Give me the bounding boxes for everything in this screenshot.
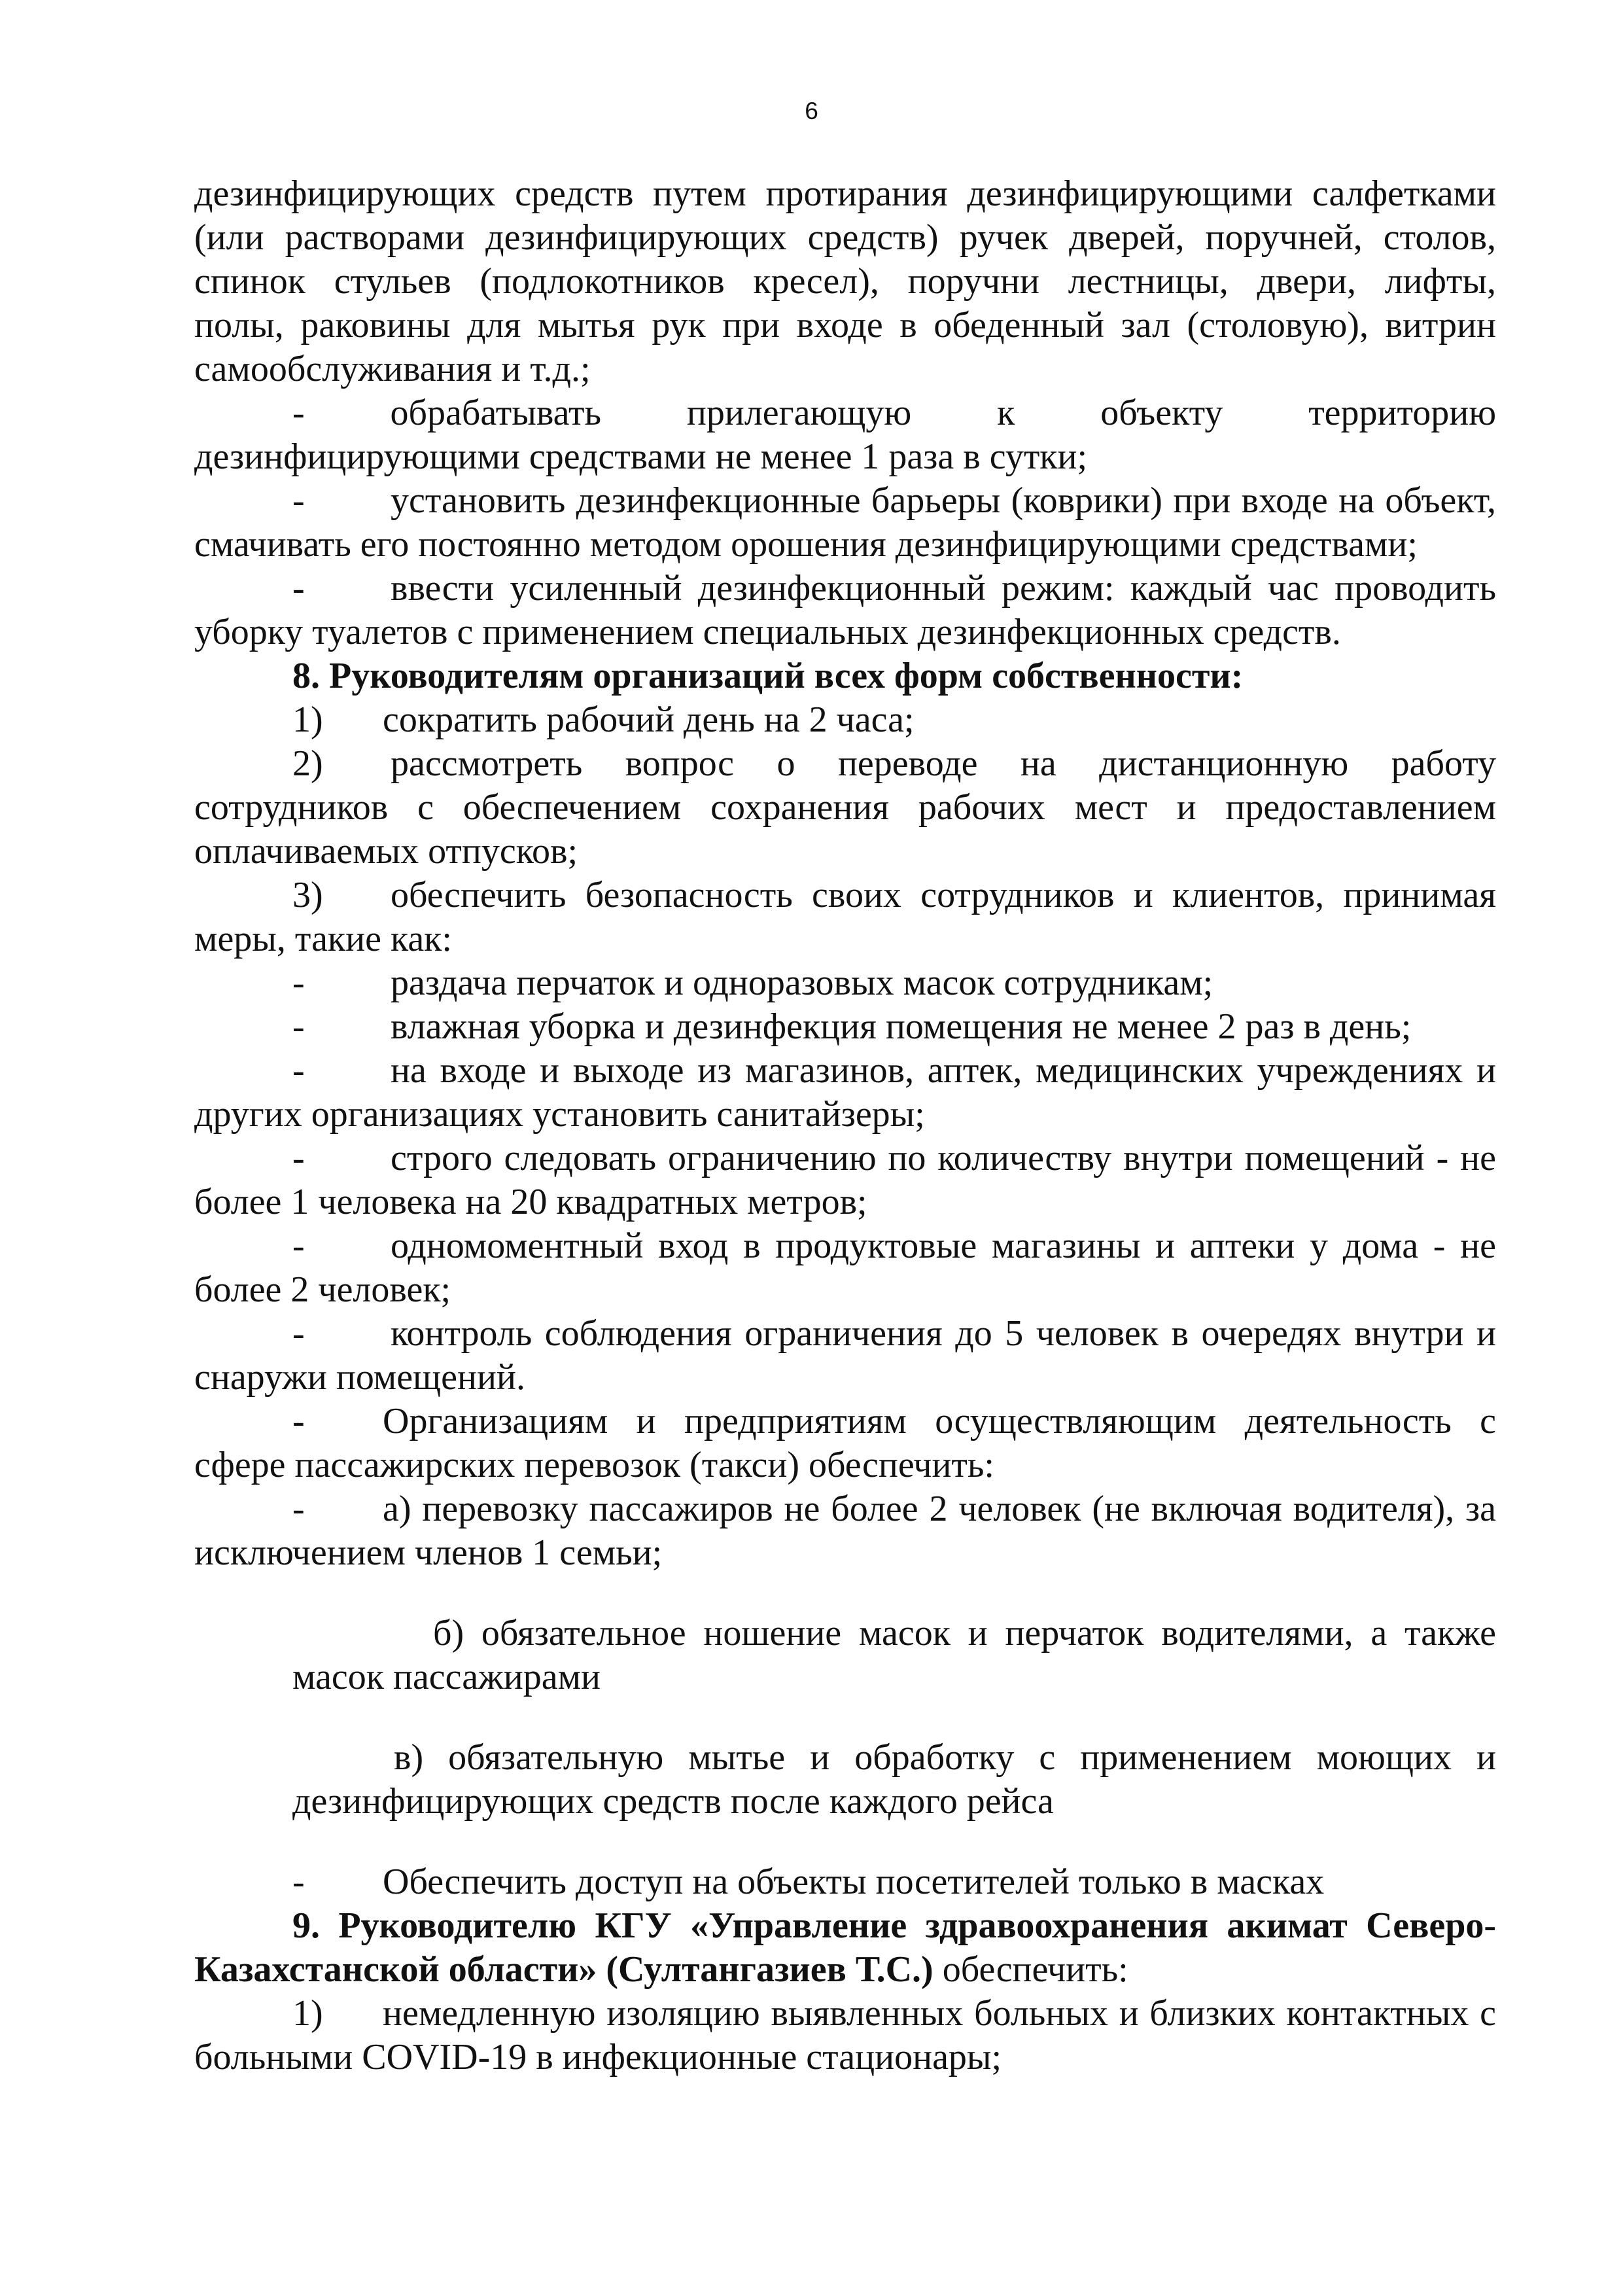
bullet-regime <box>194 567 1496 654</box>
dash-marker: - <box>292 1006 305 1047</box>
word: территорию <box>1308 393 1497 433</box>
bullet-text: установить дезинфекционные барьеры (коврики) при входе на объект, смачивать его постоянно методом орошения дезинфицирующими средствами; <box>194 480 1496 565</box>
item-text: немедленную изоляцию выявленных больных и близких контактных с больными COVID-19 в инфекционные стационары; <box>194 1993 1496 2077</box>
dash-marker: - <box>292 1138 305 1178</box>
section-8-item <box>194 874 1496 961</box>
masks-text: Обеспечить доступ на объекты посетителей только в масках <box>383 1862 1325 1902</box>
dash-marker: - <box>292 568 305 609</box>
section-8-heading: 8. Руководителям организаций всех форм собственности: <box>292 656 1244 696</box>
word: обрабатывать <box>390 393 601 433</box>
section-9-heading-tail: обеспечить: <box>933 1949 1128 1990</box>
item-text: сократить рабочий день на 2 часа; <box>383 699 915 740</box>
dash-marker: - <box>292 1050 305 1091</box>
item-number: 1) <box>292 1993 323 2034</box>
measure-item <box>194 1005 1496 1049</box>
dash-marker: - <box>292 1313 305 1354</box>
measure-item <box>194 1224 1496 1312</box>
dash-marker: - <box>292 963 305 1003</box>
dash-marker: - <box>292 1401 305 1441</box>
measure-item <box>194 961 1496 1005</box>
word: прилегающую <box>686 393 912 433</box>
word: объекту <box>1100 393 1223 433</box>
taxi-a-text: а) перевозку пассажиров не более 2 человек (не включая водителя), за исключением членов 1 семьи; <box>194 1489 1496 1573</box>
word: к <box>997 393 1015 433</box>
section-8-item <box>194 742 1496 874</box>
taxi-item-c: в) обязательную мытье и обработку с применением моющих и дезинфицирующих средств после каждого рейса <box>292 1737 1496 1822</box>
item-number: 2) <box>292 743 323 784</box>
measure-item <box>194 1049 1496 1137</box>
intro-line: дезинфицирующих средств путем протирания дезинфицирующими салфетками <box>194 173 1496 214</box>
item-text: рассмотреть вопрос о переводе на дистанционную работу сотрудников с обеспечением сохранения рабочих мест и предоставлением оплачиваемых отпусков; <box>194 743 1496 872</box>
page-number: 6 <box>805 97 818 124</box>
measure-text: влажная уборка и дезинфекция помещения не менее 2 раз в день; <box>391 1006 1412 1047</box>
measure-text: на входе и выходе из магазинов, аптек, медицинских учреждениях и других организациях установить санитайзеры; <box>194 1050 1496 1135</box>
bullet-text: ввести усиленный дезинфекционный режим: каждый час проводить уборку туалетов с применением специальных дезинфекционных средств. <box>194 568 1496 652</box>
intro-line: спинок стульев (подлокотников кресел), поручни лестницы, двери, лифты, <box>194 261 1496 302</box>
intro-line: самообслуживания и т.д.; <box>194 349 591 389</box>
bullet-barriers <box>194 479 1496 567</box>
measure-text: контроль соблюдения ограничения до 5 человек в очередях внутри и снаружи помещений. <box>194 1313 1496 1398</box>
taxi-item-b: б) обязательное ношение масок и перчаток водителями, а также масок пассажирами <box>292 1613 1496 1697</box>
dash-marker: - <box>292 1226 305 1266</box>
masks-item <box>194 1860 1496 1904</box>
measure-text: одномоментный вход в продуктовые магазины и аптеки у дома - не более 2 человек; <box>194 1226 1496 1310</box>
intro-line: (или растворами дезинфицирующих средств) ручек дверей, поручней, столов, <box>194 217 1496 258</box>
dash-marker: - <box>292 1489 305 1529</box>
measure-item <box>194 1312 1496 1400</box>
taxi-item-a <box>194 1487 1496 1575</box>
dash-marker: - <box>292 480 305 521</box>
bullet-continuation: дезинфицирующими средствами не менее 1 раза в сутки; <box>194 436 1088 477</box>
intro-line: полы, раковины для мытья рук при входе в обеденный зал (столовую), витрин <box>194 305 1496 345</box>
item-text: обеспечить безопасность своих сотрудников и клиентов, принимая меры, такие как: <box>194 875 1496 959</box>
section-8-item <box>194 698 1496 742</box>
taxi-lead-text: Организациям и предприятиям осуществляющим деятельность с сфере пассажирских перевозок (такси) обеспечить: <box>194 1401 1496 1485</box>
section-9-heading <box>194 1904 1496 1992</box>
intro-paragraph <box>194 172 1496 391</box>
body-text <box>194 172 1496 2079</box>
bullet-territory <box>194 391 1496 479</box>
section-9-item <box>194 1992 1496 2079</box>
dash-marker: - <box>292 1862 305 1902</box>
measure-item <box>194 1137 1496 1224</box>
dash-marker: - <box>292 393 305 433</box>
section-9-heading-bold: 9. Руководителю КГУ «Управление здравоохранения акимат Северо-Казахстанской области» (Султангазиев Т.С.) <box>194 1905 1496 1990</box>
measure-text: строго следовать ограничению по количеству внутри помещений - не более 1 человека на 20 квадратных метров; <box>194 1138 1496 1222</box>
taxi-lead <box>194 1400 1496 1487</box>
item-number: 3) <box>292 875 323 915</box>
bullet-first-line <box>194 391 1496 435</box>
item-number: 1) <box>292 699 323 740</box>
measure-text: раздача перчаток и одноразовых масок сотрудникам; <box>391 963 1213 1003</box>
